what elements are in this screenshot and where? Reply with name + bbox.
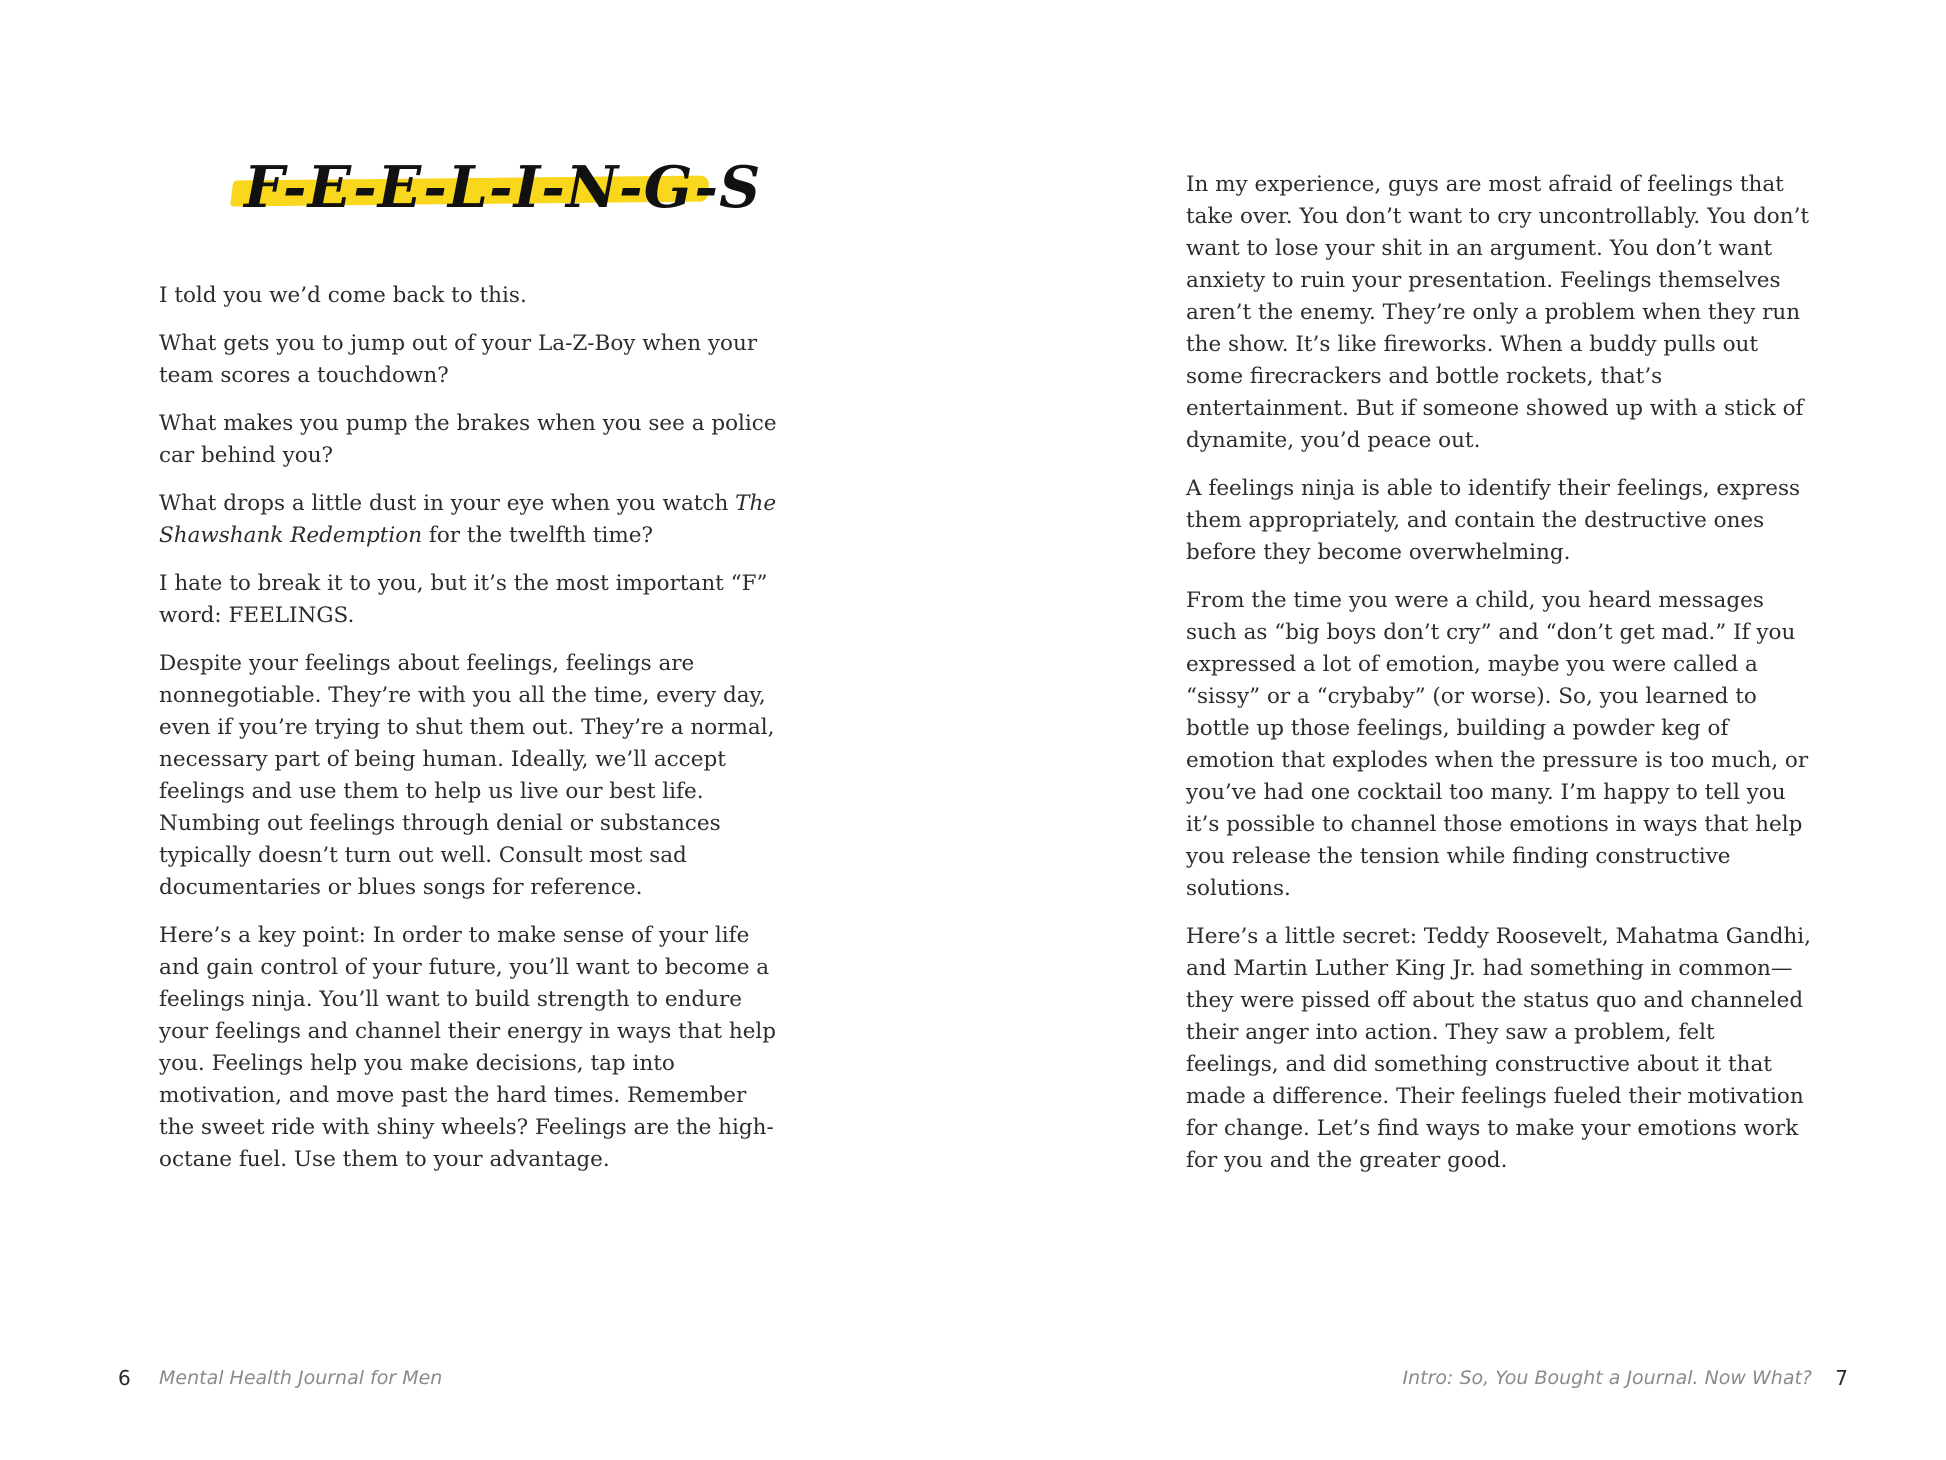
page-number-right: 7	[1835, 1366, 1848, 1390]
paragraph: From the time you were a child, you heard messages such as “big boys don’t cry” and “don’t get mad.” If you expressed a lot of emotion, maybe you were called a “sissy” or a “crybaby” (or worse). So, you learned to bottle up those feelings, building a powder keg of emotion that explodes when the pressure is too much, or you’ve had one cocktail too many. I’m happy to tell you it’s possible to channel those emotions in ways that help you release the tension while finding constructive solutions.	[1186, 588, 1809, 901]
paragraph: I hate to break it to you, but it’s the most important “F” word: FEELINGS.	[159, 571, 768, 628]
chapter-heading: F-E-E-L-I-N-G-S	[244, 154, 762, 221]
paragraph-text: What drops a little dust in your eye when you watch	[159, 491, 736, 516]
film-title: The Shawshank Redemption	[159, 491, 777, 548]
right-body-text	[1186, 169, 1811, 1193]
paragraph-text: for the twelfth time?	[422, 523, 654, 548]
right-page	[973, 0, 1946, 1460]
chapter-heading-block	[232, 148, 762, 228]
running-title-right: Intro: So, You Bought a Journal. Now What?	[1402, 1367, 1812, 1389]
paragraph: A feelings ninja is able to identify their feelings, express them appropriately, and contain the destructive ones before they become overwhelming.	[1186, 476, 1801, 565]
paragraph: What gets you to jump out of your La-Z-Boy when your team scores a touchdown?	[159, 331, 758, 388]
paragraph	[159, 488, 784, 552]
paragraph: What makes you pump the brakes when you see a police car behind you?	[159, 411, 777, 468]
paragraph: Here’s a key point: In order to make sense of your life and gain control of your future, you’ll want to become a feelings ninja. You’ll want to build strength to endure your feelings and channel their energy in ways that help you. Feelings help you make decisions, tap into motivation, and move past the hard times. Remember the sweet ride with shiny wheels? Feelings are the high-octane fuel. Use them to your advantage.	[159, 923, 777, 1172]
paragraph: Here’s a little secret: Teddy Roosevelt, Mahatma Gandhi, and Martin Luther King Jr. had something in common—they were pissed off about the status quo and channeled their anger into action. They saw a problem, felt feelings, and did something constructive about it that made a difference. Their feelings fueled their motivation for change. Let’s find ways to make your emotions work for you and the greater good.	[1186, 924, 1811, 1173]
page-number-left: 6	[118, 1366, 131, 1390]
paragraph: Despite your feelings about feelings, feelings are nonnegotiable. They’re with you all the time, every day, even if you’re trying to shut them out. They’re a normal, necessary part of being human. Ideally, we’ll accept feelings and use them to help us live our best life. Numbing out feelings through denial or substances typically doesn’t turn out well. Consult most sad documentaries or blues songs for reference.	[159, 651, 775, 900]
paragraph: In my experience, guys are most afraid of feelings that take over. You don’t want to cry uncontrollably. You don’t want to lose your shit in an argument. You don’t want anxiety to ruin your presentation. Feelings themselves aren’t the enemy. They’re only a problem when they run the show. It’s like fireworks. When a buddy pulls out some firecrackers and bottle rockets, that’s entertainment. But if someone showed up with a stick of dynamite, you’d peace out.	[1186, 172, 1810, 453]
paragraph: I told you we’d come back to this.	[159, 283, 527, 308]
running-title-left: Mental Health Journal for Men	[159, 1367, 443, 1389]
left-body-text	[159, 280, 784, 1192]
